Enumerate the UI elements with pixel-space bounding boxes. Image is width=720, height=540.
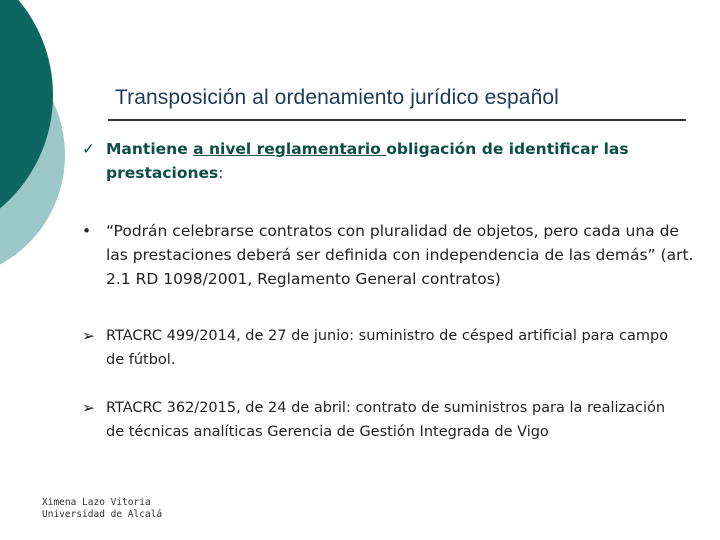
bullet-text-1 [106, 137, 666, 185]
bullet-text-2: “Podrán celebrarse contratos con pluralidad de objetos, pero cada una de las prestaciones deberá ser definida con independencia de las demás” (art. 2.1 RD 1098/2001, Reglamento General contratos) [106, 222, 694, 288]
footer-author: Ximena Lazo Vitoria [42, 497, 151, 508]
slide-title: Transposición al ordenamiento jurídico español [115, 86, 559, 109]
bullet-text-3: RTACRC 499/2014, de 27 de junio: suministro de césped artificial para campo de fútbol. [106, 328, 669, 368]
bullet-1-suffix: : [218, 164, 224, 182]
bullet-1-part2: obligación de identificar las prestaciones [106, 140, 629, 182]
bullet-1-underlined: a nivel reglamentario [193, 140, 387, 158]
footer [42, 497, 162, 521]
bullet-1-part1: Mantiene [106, 140, 194, 158]
bullet-dot-icon: • [82, 222, 92, 240]
arrow-bullet-icon: ➢ [82, 399, 95, 417]
arrow-bullet-icon: ➢ [82, 327, 95, 345]
decorative-circles [0, 0, 80, 300]
title-underline [108, 119, 686, 121]
footer-institution: Universidad de Alcalá [42, 509, 163, 520]
checkmark-icon: ✓ [82, 140, 95, 158]
bullet-text-4: RTACRC 362/2015, de 24 de abril: contrato de suministros para la realización de técnicas analíticas Gerencia de Gestión Integrada de Vigo [106, 400, 666, 440]
